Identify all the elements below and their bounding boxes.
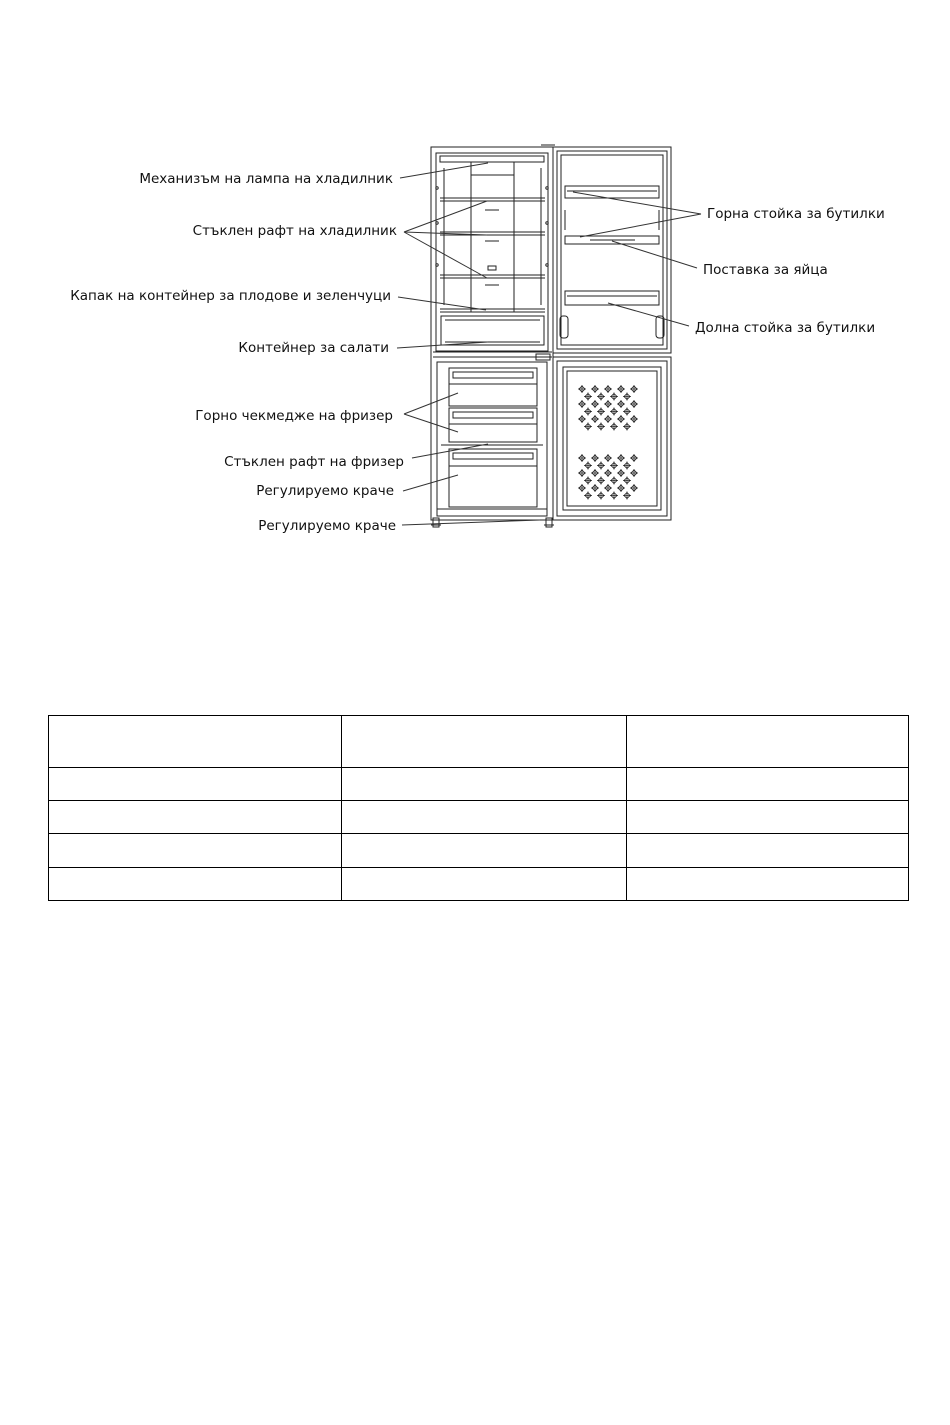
pattern-diamond — [578, 469, 586, 477]
pattern-diamond — [578, 385, 586, 393]
pattern-diamond — [610, 423, 618, 431]
pattern-diamond — [604, 415, 612, 423]
pattern-diamond — [630, 454, 638, 462]
pattern-diamond — [591, 469, 599, 477]
pattern-diamond — [623, 423, 631, 431]
label-freezer-glass-shelf: Стъклен рафт на фризер — [224, 454, 404, 470]
pattern-diamond — [630, 469, 638, 477]
pattern-diamond — [584, 477, 592, 485]
label-upper-bottle-rack: Горна стойка за бутилки — [707, 206, 885, 222]
table-cell — [49, 867, 342, 900]
pattern-diamond — [617, 454, 625, 462]
table-header-cell — [342, 716, 627, 768]
table-header-cell — [627, 716, 909, 768]
label-adjustable-foot-1: Регулируемо краче — [256, 483, 394, 499]
pattern-diamond — [597, 477, 605, 485]
pattern-diamond — [623, 408, 631, 416]
table-cell — [49, 767, 342, 800]
table-cell — [342, 834, 627, 867]
table-header-cell — [49, 716, 342, 768]
pattern-diamond — [584, 492, 592, 500]
pattern-diamond — [584, 393, 592, 401]
pattern-diamond — [617, 400, 625, 408]
table-cell — [49, 834, 342, 867]
leader-lines — [397, 163, 701, 525]
fridge-drawing — [0, 0, 950, 560]
table-cell — [627, 800, 909, 833]
fridge-diagram — [0, 0, 950, 560]
label-adjustable-foot-2: Регулируемо краче — [258, 518, 396, 534]
pattern-diamond — [578, 454, 586, 462]
pattern-diamond — [610, 408, 618, 416]
spec-table — [48, 715, 909, 901]
table-cell — [342, 767, 627, 800]
freezer-interior — [431, 368, 554, 527]
pattern-diamond — [617, 469, 625, 477]
pattern-diamond — [597, 408, 605, 416]
pattern-diamond — [578, 484, 586, 492]
label-fridge-glass-shelf: Стъклен рафт на хладилник — [192, 223, 397, 239]
pattern-diamond — [584, 408, 592, 416]
freezer-door-pattern — [578, 385, 638, 500]
fridge-interior — [436, 156, 550, 360]
pattern-diamond — [623, 393, 631, 401]
pattern-diamond — [591, 484, 599, 492]
pattern-diamond — [604, 484, 612, 492]
pattern-diamond — [591, 454, 599, 462]
pattern-diamond — [591, 400, 599, 408]
freezer-door — [553, 357, 671, 520]
pattern-diamond — [604, 385, 612, 393]
table-cell — [49, 800, 342, 833]
pattern-diamond — [591, 415, 599, 423]
label-crisper-cover: Капак на контейнер за плодове и зеленчуци — [70, 288, 391, 304]
pattern-diamond — [617, 415, 625, 423]
table-row — [49, 834, 909, 867]
label-lower-bottle-rack: Долна стойка за бутилки — [695, 320, 876, 336]
pattern-diamond — [610, 477, 618, 485]
pattern-diamond — [630, 484, 638, 492]
pattern-diamond — [617, 385, 625, 393]
table-cell — [342, 867, 627, 900]
pattern-diamond — [584, 462, 592, 470]
pattern-diamond — [578, 415, 586, 423]
pattern-diamond — [591, 385, 599, 393]
pattern-diamond — [630, 415, 638, 423]
pattern-diamond — [610, 462, 618, 470]
pattern-diamond — [630, 400, 638, 408]
table-row — [49, 800, 909, 833]
table-cell — [627, 767, 909, 800]
table-row — [49, 767, 909, 800]
pattern-diamond — [604, 469, 612, 477]
pattern-diamond — [604, 400, 612, 408]
pattern-diamond — [597, 492, 605, 500]
pattern-diamond — [597, 423, 605, 431]
label-salad-container: Контейнер за салати — [238, 340, 389, 356]
table-row — [49, 867, 909, 900]
pattern-diamond — [623, 462, 631, 470]
table-cell — [342, 800, 627, 833]
pattern-diamond — [610, 393, 618, 401]
label-egg-tray: Поставка за яйца — [703, 262, 828, 278]
pattern-diamond — [578, 400, 586, 408]
pattern-diamond — [623, 477, 631, 485]
pattern-diamond — [584, 423, 592, 431]
table-header-row — [49, 716, 909, 768]
pattern-diamond — [597, 393, 605, 401]
pattern-diamond — [630, 385, 638, 393]
pattern-diamond — [610, 492, 618, 500]
pattern-diamond — [623, 492, 631, 500]
pattern-diamond — [604, 454, 612, 462]
table-cell — [627, 867, 909, 900]
pattern-diamond — [597, 462, 605, 470]
table-cell — [627, 834, 909, 867]
fridge-door — [553, 147, 671, 353]
pattern-diamond — [617, 484, 625, 492]
label-lamp-mechanism: Механизъм на лампа на хладилник — [139, 171, 393, 187]
label-freezer-top-drawer: Горно чекмедже на фризер — [195, 408, 393, 424]
